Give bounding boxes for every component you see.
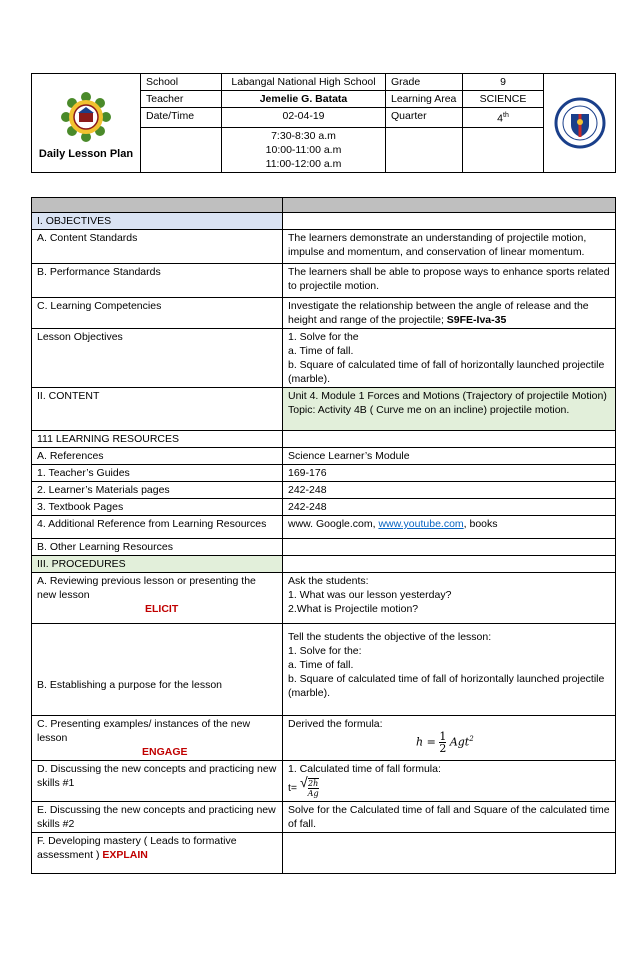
content-value: Unit 4. Module 1 Forces and Motions (Trajectory of projectile Motion) Topic: Activity 4B ( Curve me on an incline) projectile motion. <box>283 388 616 431</box>
time-formula: t= √ $\frac{2h}{Ag}$ <box>288 774 319 798</box>
table-row <box>32 499 616 516</box>
table-row <box>32 388 616 431</box>
table-row <box>32 329 616 388</box>
learners-materials-label: 2. Learner’s Materials pages <box>32 482 283 499</box>
references-label: A. References <box>32 448 283 465</box>
discuss1-label: D. Discussing the new concepts and practicing new skills #1 <box>32 761 283 802</box>
quarter-value: 4th <box>463 108 544 128</box>
content-standards-value: The learners demonstrate an understanding of projectile motion, impulse and momentum, and conservation of linear momentum. <box>283 230 616 264</box>
examples-label: C. Presenting examples/ instances of the new lesson ENGAGE <box>32 716 283 761</box>
engage-tag: ENGAGE <box>142 746 188 758</box>
table-row <box>32 431 616 448</box>
table-row <box>32 230 616 264</box>
school-logo-cell <box>32 74 141 173</box>
other-resources-label: B. Other Learning Resources <box>32 539 283 556</box>
teacher-label: Teacher <box>141 91 222 108</box>
plan-title: Daily Lesson Plan <box>38 147 134 160</box>
empty-cell <box>463 127 544 172</box>
school-seal-icon <box>60 91 112 143</box>
time-spacer <box>141 127 222 172</box>
table-row <box>32 716 616 761</box>
table-row <box>32 516 616 539</box>
objectives-heading: I. OBJECTIVES <box>32 213 283 230</box>
teacher-value: Jemelie G. Batata <box>222 91 386 108</box>
table-row <box>32 761 616 802</box>
references-value: Science Learner’s Module <box>283 448 616 465</box>
review-value: Ask the students: 1. What was our lesson yesterday? 2.What is Projectile motion? <box>283 573 616 624</box>
content-standards-label: A. Content Standards <box>32 230 283 264</box>
table-row <box>32 539 616 556</box>
quarter-label: Quarter <box>386 108 463 128</box>
table-row <box>32 298 616 329</box>
date-label: Date/Time <box>141 108 222 128</box>
resources-label: 111 LEARNING RESOURCES <box>32 431 283 448</box>
learning-area-value: SCIENCE <box>463 91 544 108</box>
table-row <box>32 556 616 573</box>
table-row <box>32 833 616 874</box>
performance-label: B. Performance Standards <box>32 264 283 298</box>
table-row <box>32 482 616 499</box>
grade-label: Grade <box>386 74 463 91</box>
table-header-bar <box>32 198 616 213</box>
textbook-value: 242-248 <box>283 499 616 516</box>
grade-value: 9 <box>463 74 544 91</box>
empty-cell <box>386 127 463 172</box>
table-row <box>32 573 616 624</box>
school-label: School <box>141 74 222 91</box>
elicit-tag: ELICIT <box>145 603 179 615</box>
learners-materials-value: 242-248 <box>283 482 616 499</box>
mastery-label: F. Developing mastery ( Leads to formative assessment ) EXPLAIN <box>32 833 283 874</box>
competencies-label: C. Learning Competencies <box>32 298 283 329</box>
school-value: Labangal National High School <box>222 74 386 91</box>
discuss1-value: 1. Calculated time of fall formula: t= √ $\frac{2h}{Ag}$ <box>283 761 616 802</box>
lesson-table <box>31 197 616 874</box>
explain-tag: EXPLAIN <box>102 849 148 861</box>
textbook-label: 3. Textbook Pages <box>32 499 283 516</box>
discuss2-value: Solve for the Calculated time of fall and Square of the calculated time of fall. <box>283 802 616 833</box>
lesson-objectives-label: Lesson Objectives <box>32 329 283 388</box>
table-row <box>32 624 616 716</box>
time-values: 7:30-8:30 a.m 10:00-11:00 a.m 11:00-12:00 a.m <box>222 127 386 172</box>
height-formula: h = $\frac{1}{2}$ Agt$^2$ <box>416 730 474 755</box>
table-row <box>32 802 616 833</box>
learning-area-label: Learning Area <box>386 91 463 108</box>
teachers-guides-value: 169-176 <box>283 465 616 482</box>
header-table <box>31 73 616 173</box>
content-label: II. CONTENT <box>32 388 283 431</box>
procedures-heading: III. PROCEDURES <box>32 556 283 573</box>
table-row <box>32 448 616 465</box>
lesson-objectives-value: 1. Solve for the a. Time of fall. b. Square of calculated time of fall of horizontally launched projectile (marble). <box>283 329 616 388</box>
table-row <box>32 465 616 482</box>
youtube-link[interactable]: www.youtube.com <box>378 518 464 530</box>
deped-logo-cell <box>544 74 616 173</box>
purpose-label: B. Establishing a purpose for the lesson <box>32 624 283 716</box>
review-label: A. Reviewing previous lesson or presenting the new lesson ELICIT <box>32 573 283 624</box>
examples-value: Derived the formula: h = $\frac{1}{2}$ Agt$^2$ <box>283 716 616 761</box>
discuss2-label: E. Discussing the new concepts and practicing new skills #2 <box>32 802 283 833</box>
additional-label: 4. Additional Reference from Learning Resources <box>32 516 283 539</box>
additional-value: www. Google.com, www.youtube.com, books <box>283 516 616 539</box>
table-row <box>32 213 616 230</box>
purpose-value: Tell the students the objective of the lesson: 1. Solve for the: a. Time of fall. b. Square of calculated time of fall of horizontally launched projectile (marble). <box>283 624 616 716</box>
table-row <box>32 264 616 298</box>
teachers-guides-label: 1. Teacher’s Guides <box>32 465 283 482</box>
date-value: 02-04-19 <box>222 108 386 128</box>
performance-value: The learners shall be able to propose ways to enhance sports related to projectile motion. <box>283 264 616 298</box>
competencies-value: Investigate the relationship between the angle of release and the height and range of the projectile; S9FE-Iva-35 <box>283 298 616 329</box>
deped-seal-icon <box>554 97 606 149</box>
